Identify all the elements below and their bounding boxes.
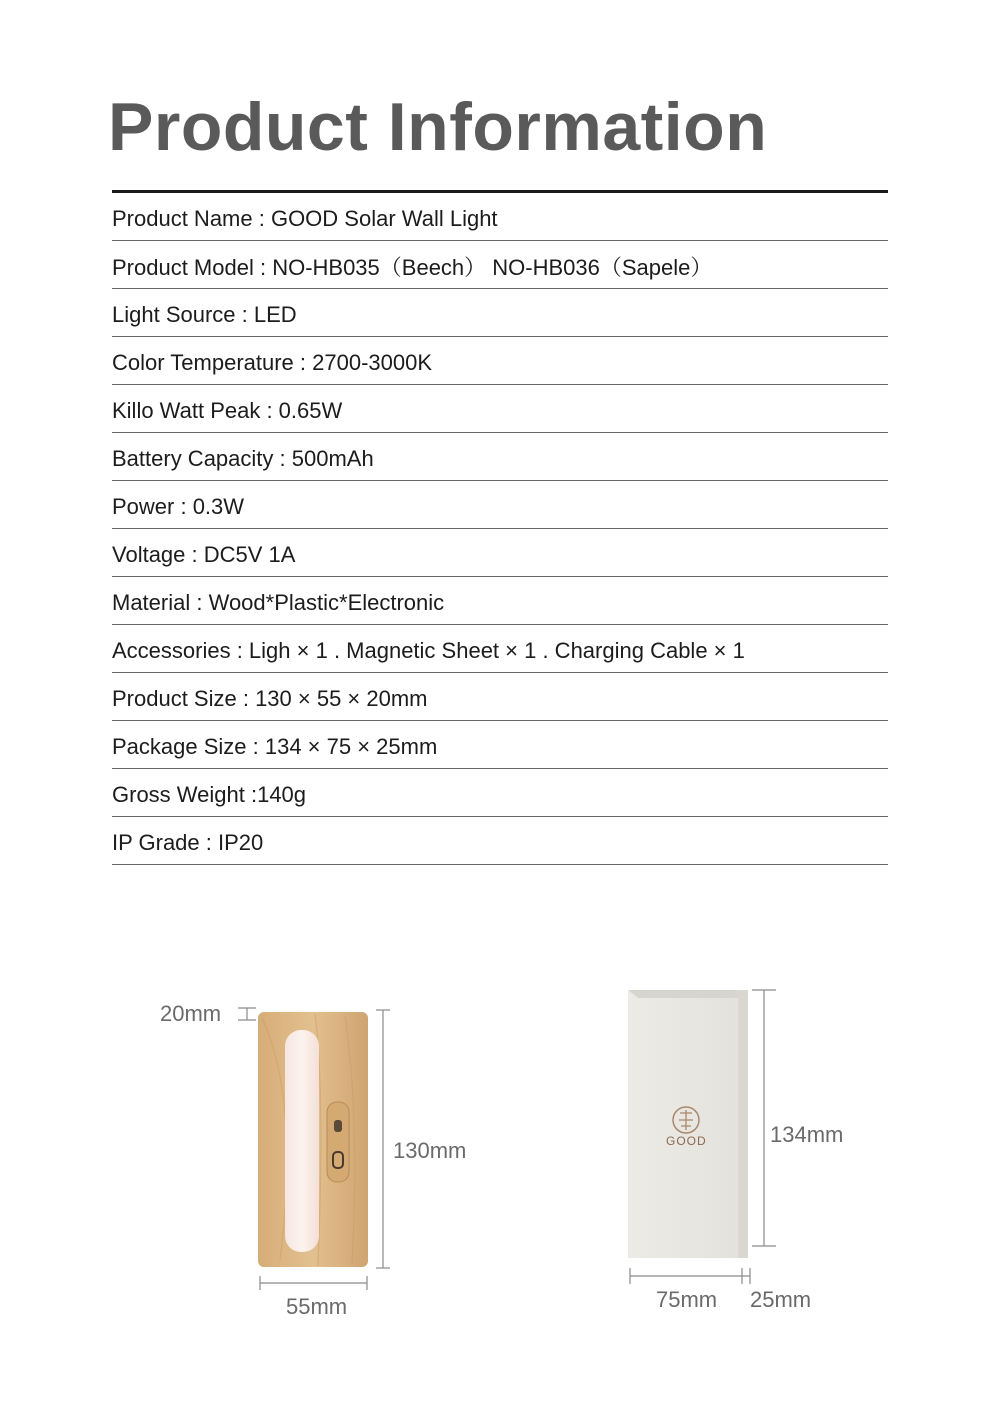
spec-text: Voltage : DC5V 1A	[112, 541, 296, 567]
spec-text: Killo Watt Peak : 0.65W	[112, 397, 343, 423]
spec-text: Gross Weight :140g	[112, 781, 307, 807]
spec-text: Power : 0.3W	[112, 493, 245, 519]
box-height-label: 134mm	[770, 1122, 844, 1147]
wall-light-image	[258, 1012, 368, 1267]
spec-text: Material : Wood*Plastic*Electronic	[112, 589, 445, 615]
light-height-label: 130mm	[393, 1138, 467, 1163]
spec-text: IP Grade : IP20	[112, 829, 264, 855]
package-box-image	[628, 990, 748, 1258]
spec-text: Package Size : 134 × 75 × 25mm	[112, 733, 438, 759]
spec-text: Light Source : LED	[112, 301, 297, 327]
switch-icon	[334, 1120, 342, 1132]
box-brand-label: GOOD	[666, 1134, 707, 1148]
spec-text: Product Name : GOOD Solar Wall Light	[112, 205, 498, 231]
spec-text: Accessories : Ligh × 1 . Magnetic Sheet × 1 . Charging Cable × 1	[112, 637, 745, 663]
light-width-label: 55mm	[286, 1294, 348, 1319]
spec-text: Product Model : NO-HB035（Beech） NO-HB036（Sapele）	[112, 255, 713, 280]
spec-text: Battery Capacity : 500mAh	[112, 445, 374, 471]
spec-text: Product Size : 130 × 55 × 20mm	[112, 685, 428, 711]
box-width-label: 75mm	[656, 1287, 718, 1312]
box-depth-label: 25mm	[750, 1287, 812, 1312]
spec-text: Color Temperature : 2700-3000K	[112, 349, 433, 375]
light-depth-label: 20mm	[160, 1001, 222, 1026]
page-title: Product Information	[108, 89, 768, 165]
